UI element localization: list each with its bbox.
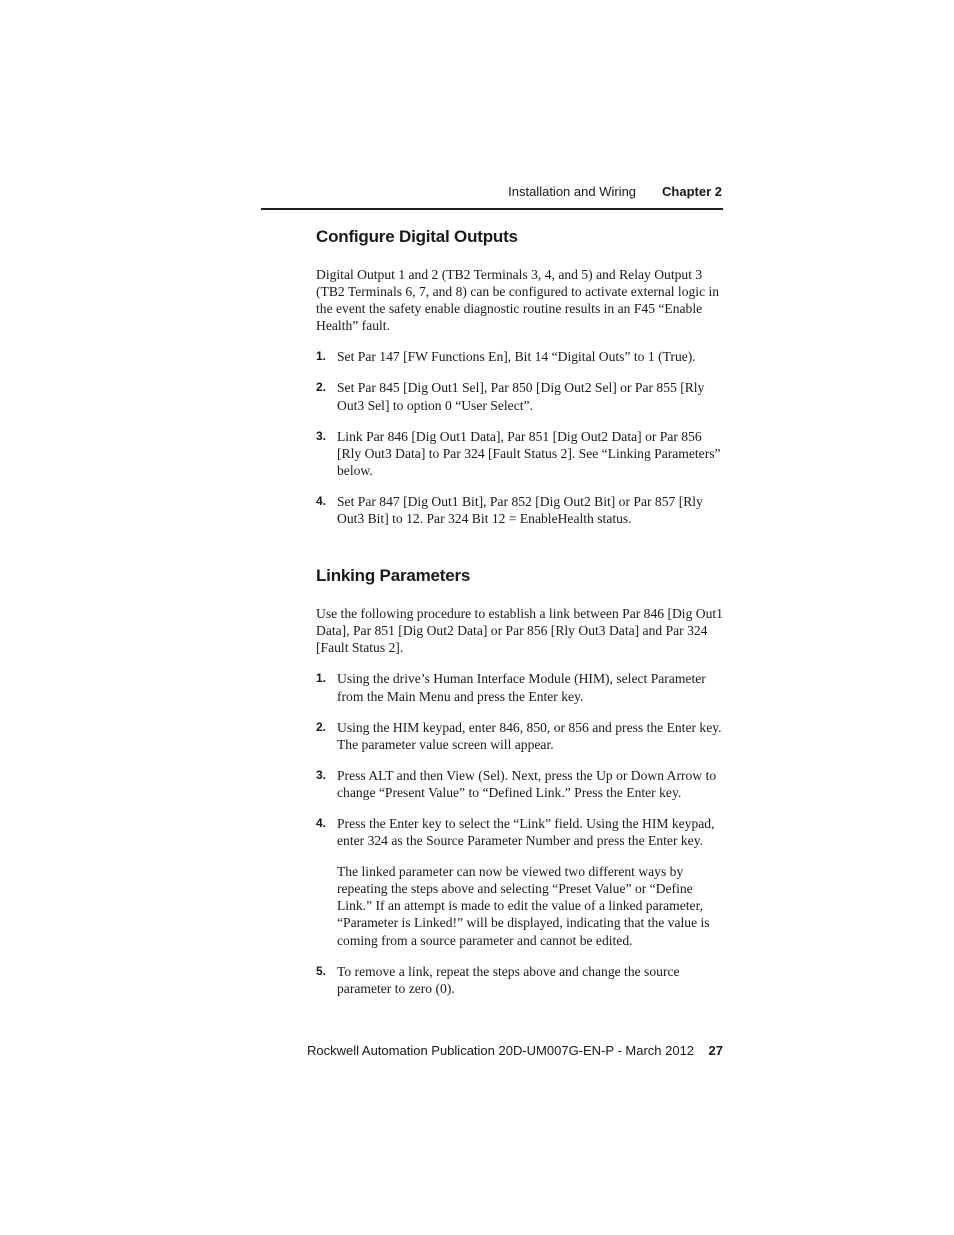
step-note: The linked parameter can now be viewed two different ways by repeating the steps above and selecting “Preset Value” or “Define Link.” If an attempt is made to edit the value of a linked parameter, “Parameter is Linked!” will be displayed, indicating that the value is coming from a source parameter and cannot be edited.	[337, 864, 710, 948]
list-item	[316, 719, 723, 753]
list-item	[316, 963, 723, 997]
step-number: 1.	[316, 349, 327, 364]
list-item	[316, 493, 723, 527]
list-item	[316, 379, 723, 413]
step-text: Set Par 147 [FW Functions En], Bit 14 “Digital Outs” to 1 (True).	[337, 349, 696, 365]
list-item	[316, 348, 723, 365]
section1-steps	[316, 348, 723, 527]
step-text: Using the drive’s Human Interface Module (HIM), select Parameter from the Main Menu and press the Enter key.	[337, 671, 706, 704]
step-text: Press ALT and then View (Sel). Next, press the Up or Down Arrow to change “Present Value” to “Defined Link.” Press the Enter key.	[337, 767, 717, 800]
list-item	[316, 815, 723, 949]
step-number: 4.	[316, 815, 327, 830]
list-item	[316, 670, 723, 704]
section-title-linking-parameters: Linking Parameters	[316, 566, 471, 586]
header-section: Installation and Wiring	[508, 184, 637, 199]
section-title-configure-digital-outputs: Configure Digital Outputs	[316, 227, 518, 246]
header-rule	[261, 208, 723, 210]
step-text: Press the Enter key to select the “Link” field. Using the HIM keypad, enter 324 as the Source Parameter Number and press the Enter key.	[337, 815, 715, 849]
step-number: 1.	[316, 671, 327, 686]
step-text: To remove a link, repeat the steps above and change the source parameter to zero (0).	[337, 963, 680, 996]
section1-intro: Digital Output 1 and 2 (TB2 Terminals 3, 4, and 5) and Relay Output 3 (TB2 Terminals 6, 7, and 8) can be configured to activate external logic in the event the safety enable diagnostic routine results in an F45 “Enable Health” fault.	[316, 267, 720, 334]
step-number: 2.	[316, 719, 327, 734]
step-number: 5.	[316, 963, 327, 978]
section2-intro: Use the following procedure to establish a link between Par 846 [Dig Out1 Data], Par 851 [Dig Out2 Data] or Par 856 [Rly Out3 Data] and Par 324 [Fault Status 2].	[316, 606, 723, 656]
step-text: Set Par 847 [Dig Out1 Bit], Par 852 [Dig Out2 Bit] or Par 857 [Rly Out3 Bit] to 12. Par 324 Bit 12 = EnableHealth status.	[337, 493, 703, 527]
step-number: 4.	[316, 493, 327, 508]
step-text: Using the HIM keypad, enter 846, 850, or 856 and press the Enter key. The parameter value screen will appear.	[337, 719, 722, 752]
page-footer	[307, 1043, 723, 1058]
running-header	[508, 184, 722, 199]
step-text: Set Par 845 [Dig Out1 Sel], Par 850 [Dig Out2 Sel] or Par 855 [Rly Out3 Sel] to option 0 “User Select”.	[337, 380, 705, 413]
header-chapter: Chapter 2	[662, 184, 722, 199]
step-number: 3.	[316, 767, 327, 782]
list-item	[316, 428, 723, 479]
page-number: 27	[708, 1043, 723, 1058]
step-number: 3.	[316, 428, 327, 443]
page-content	[316, 226, 723, 997]
step-number: 2.	[316, 380, 327, 395]
section2-steps	[316, 670, 723, 996]
step-text: Link Par 846 [Dig Out1 Data], Par 851 [Dig Out2 Data] or Par 856 [Rly Out3 Data] to Par 324 [Fault Status 2]. See “Linking Parameters” below.	[337, 428, 721, 478]
list-item	[316, 767, 723, 801]
publication-info: Rockwell Automation Publication 20D-UM007G-EN-P - March 2012	[307, 1043, 695, 1058]
